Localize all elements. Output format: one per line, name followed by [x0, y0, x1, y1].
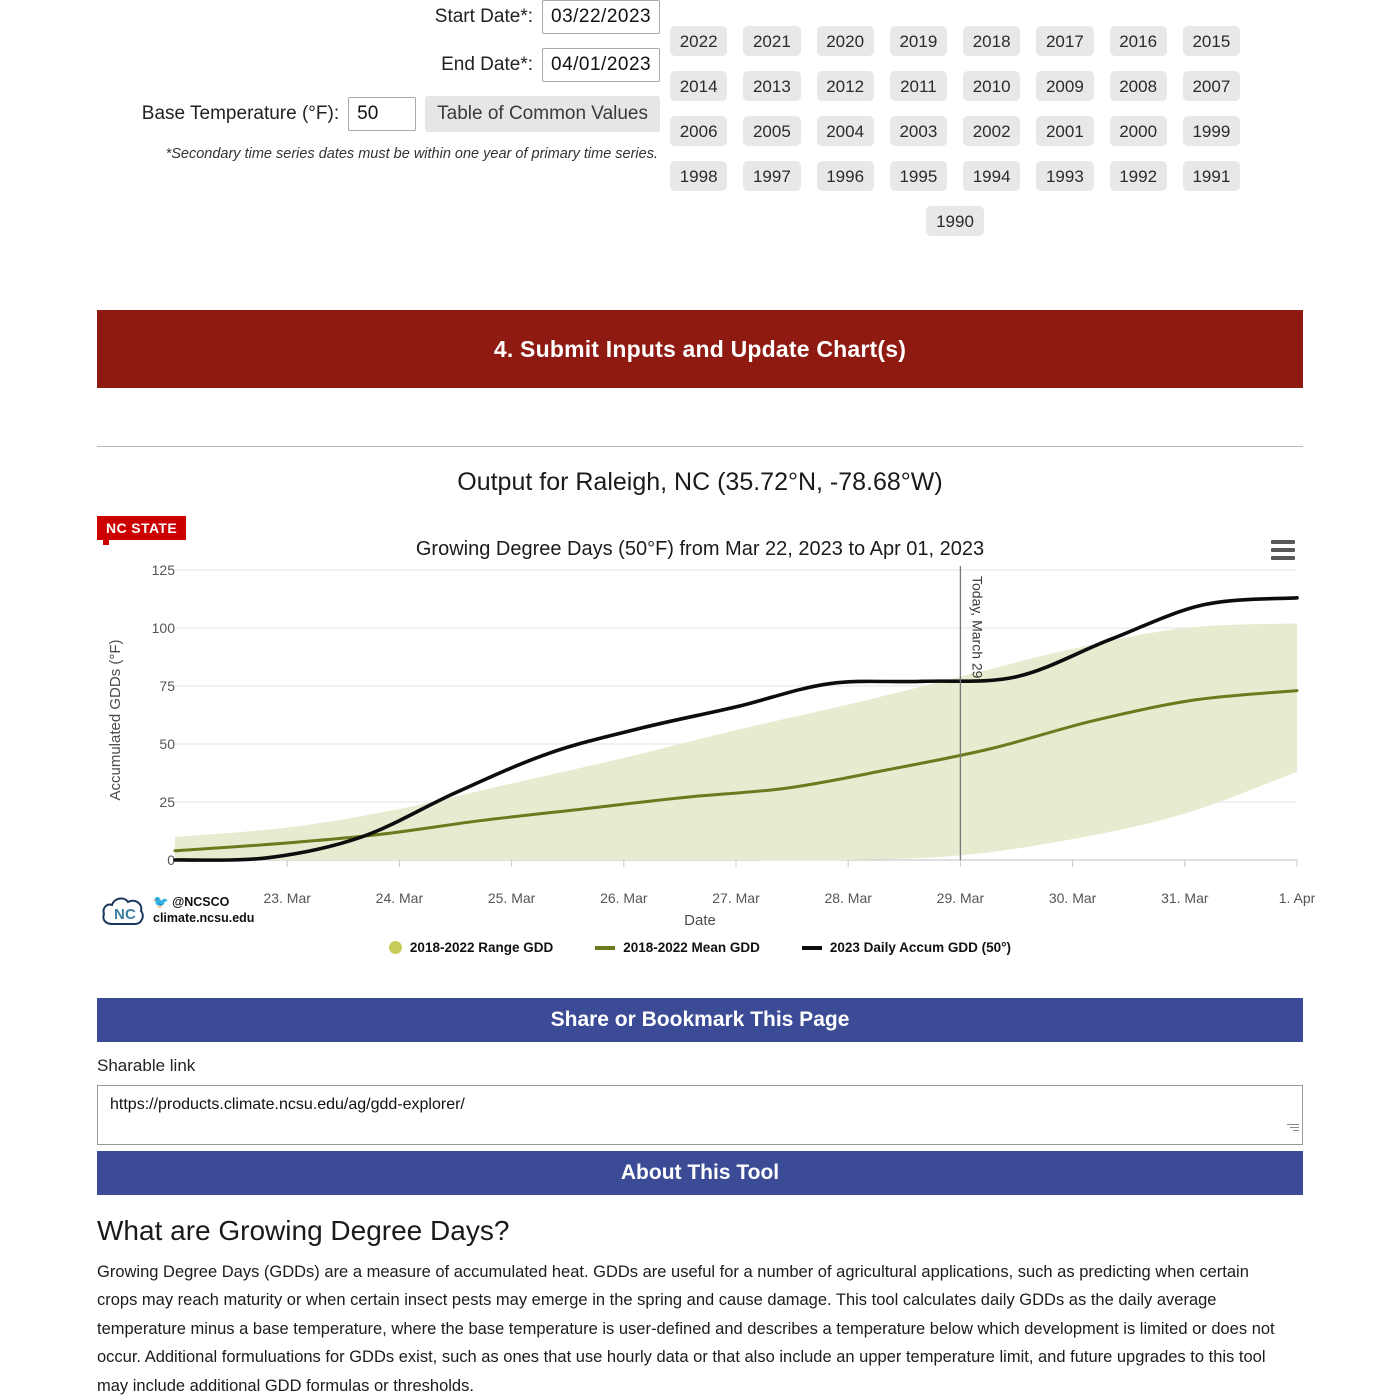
legend-label: 2018-2022 Mean GDD — [623, 940, 760, 955]
year-button-1990[interactable]: 1990 — [926, 206, 984, 236]
legend-label: 2018-2022 Range GDD — [409, 940, 554, 955]
year-row — [670, 71, 1240, 101]
year-button-2003[interactable]: 2003 — [890, 116, 947, 146]
legend-label: 2023 Daily Accum GDD (50°) — [829, 940, 1012, 955]
legend-item[interactable] — [595, 940, 760, 955]
start-date-row — [0, 0, 660, 34]
year-button-2000[interactable]: 2000 — [1110, 116, 1167, 146]
year-button-2016[interactable]: 2016 — [1110, 26, 1167, 56]
start-date-input[interactable] — [542, 0, 660, 34]
x-tick-label: 26. Mar — [600, 890, 648, 906]
year-button-2012[interactable]: 2012 — [817, 71, 874, 101]
year-row — [670, 206, 1240, 236]
y-tick-label: 125 — [151, 562, 175, 578]
year-button-1998[interactable]: 1998 — [670, 161, 727, 191]
nc-cloud-logo-icon — [101, 894, 147, 928]
legend-marker-line — [802, 946, 822, 950]
legend-marker-dot — [389, 941, 402, 954]
year-button-2005[interactable]: 2005 — [743, 116, 800, 146]
x-tick-label: 23. Mar — [263, 890, 311, 906]
year-button-1992[interactable]: 1992 — [1110, 161, 1167, 191]
form-footnote: *Secondary time series dates must be within one year of primary time series. — [165, 146, 658, 162]
end-date-input[interactable] — [542, 48, 660, 82]
twitter-handle: @NCSCO — [172, 895, 230, 910]
end-date-label: End Date*: — [441, 54, 533, 75]
year-row — [670, 116, 1240, 146]
y-tick-label: 100 — [151, 620, 175, 636]
x-tick-label: 25. Mar — [487, 890, 536, 906]
y-tick-label: 25 — [159, 794, 175, 810]
about-body: Growing Degree Days (GDDs) are a measure of accumulated heat. GDDs are useful for a number of agricultural applications, such as predicting when certain crops may reach maturity or when certain insect pests may emerge in the spring and cause damage. This tool calculates daily GDDs as the daily average temperature minus a base temperature, where the base temperature is user-defined and describes a temperature below which development is limited or does not occur. Additional formuluations for GDDs exist, such as ones that use hourly data or that also include an upper temperature limit, and future upgrades to this tool may include additional GDD formulas or thresholds. — [97, 1263, 1275, 1395]
x-tick-label: 24. Mar — [375, 890, 424, 906]
svg-text:N: N — [114, 906, 125, 923]
sharable-link-label: Sharable link — [97, 1056, 196, 1075]
legend-item[interactable] — [802, 940, 1011, 955]
year-button-1994[interactable]: 1994 — [963, 161, 1020, 191]
chart-svg — [97, 560, 1303, 890]
x-tick-label: 27. Mar — [712, 890, 760, 906]
year-button-1996[interactable]: 1996 — [817, 161, 874, 191]
year-button-2013[interactable]: 2013 — [743, 71, 800, 101]
start-date-label: Start Date*: — [434, 6, 533, 27]
year-selector — [670, 26, 1240, 251]
y-tick-label: 75 — [159, 678, 175, 694]
base-temp-input[interactable] — [348, 97, 416, 131]
chart-legend — [97, 940, 1303, 955]
range-band-area — [175, 623, 1297, 860]
x-tick-label: 29. Mar — [936, 890, 985, 906]
year-button-2018[interactable]: 2018 — [963, 26, 1020, 56]
about-heading: What are Growing Degree Days? — [97, 1215, 510, 1246]
nc-state-logo: NC STATE — [97, 516, 186, 540]
year-button-2002[interactable]: 2002 — [963, 116, 1020, 146]
x-axis-ticks — [97, 890, 1316, 910]
year-button-2011[interactable]: 2011 — [890, 71, 947, 101]
year-button-2022[interactable]: 2022 — [670, 26, 727, 56]
x-tick-label: 31. Mar — [1161, 890, 1209, 906]
ncsco-credit — [101, 894, 254, 928]
x-tick-label: 28. Mar — [824, 890, 872, 906]
year-button-2019[interactable]: 2019 — [890, 26, 947, 56]
year-button-1993[interactable]: 1993 — [1036, 161, 1093, 191]
output-location-title: Output for Raleigh, NC (35.72°N, -78.68°W) — [457, 468, 943, 496]
base-temp-row — [0, 96, 660, 132]
year-button-1999[interactable]: 1999 — [1183, 116, 1240, 146]
year-button-2014[interactable]: 2014 — [670, 71, 727, 101]
legend-marker-line — [595, 946, 615, 950]
section-divider — [97, 446, 1303, 447]
year-button-2009[interactable]: 2009 — [1036, 71, 1093, 101]
y-tick-label: 50 — [159, 736, 175, 752]
x-axis-label: Date — [684, 912, 716, 929]
year-button-2017[interactable]: 2017 — [1036, 26, 1093, 56]
year-button-1991[interactable]: 1991 — [1183, 161, 1240, 191]
base-temp-label: Base Temperature (°F): — [141, 103, 340, 124]
chart-plot-area — [97, 560, 1303, 890]
svg-text:C: C — [125, 906, 136, 923]
twitter-icon: 🐦 — [153, 895, 169, 910]
y-tick-label: 0 — [167, 852, 175, 868]
year-row — [670, 161, 1240, 191]
share-or-bookmark-bar[interactable]: Share or Bookmark This Page — [97, 998, 1303, 1042]
x-tick-label: 30. Mar — [1048, 890, 1097, 906]
submit-inputs-button[interactable]: 4. Submit Inputs and Update Chart(s) — [97, 310, 1303, 388]
year-button-2010[interactable]: 2010 — [963, 71, 1020, 101]
year-row — [670, 26, 1240, 56]
year-button-1997[interactable]: 1997 — [743, 161, 800, 191]
year-button-2006[interactable]: 2006 — [670, 116, 727, 146]
year-button-2007[interactable]: 2007 — [1183, 71, 1240, 101]
end-date-row — [0, 48, 660, 82]
legend-item[interactable] — [389, 940, 553, 955]
chart-title: Growing Degree Days (50°F) from Mar 22, 2023 to Apr 01, 2023 — [415, 538, 985, 560]
year-button-1995[interactable]: 1995 — [890, 161, 947, 191]
sharable-link-textarea[interactable] — [97, 1085, 1303, 1145]
today-marker-label: Today, March 29 — [969, 576, 986, 679]
y-axis-label: Accumulated GDDs (°F) — [107, 639, 124, 801]
website-label: climate.ncsu.edu — [153, 911, 255, 925]
table-of-common-values-button[interactable]: Table of Common Values — [425, 96, 660, 132]
year-button-2021[interactable]: 2021 — [743, 26, 800, 56]
year-button-2015[interactable]: 2015 — [1183, 26, 1240, 56]
year-button-2004[interactable]: 2004 — [817, 116, 874, 146]
x-tick-label: 1. Apr — [1278, 890, 1316, 906]
year-button-2001[interactable]: 2001 — [1036, 116, 1093, 146]
input-form — [0, 0, 660, 162]
year-button-2008[interactable]: 2008 — [1110, 71, 1167, 101]
year-button-2020[interactable]: 2020 — [817, 26, 874, 56]
about-this-tool-bar[interactable]: About This Tool — [97, 1151, 1303, 1195]
gdd-chart — [97, 516, 1316, 966]
